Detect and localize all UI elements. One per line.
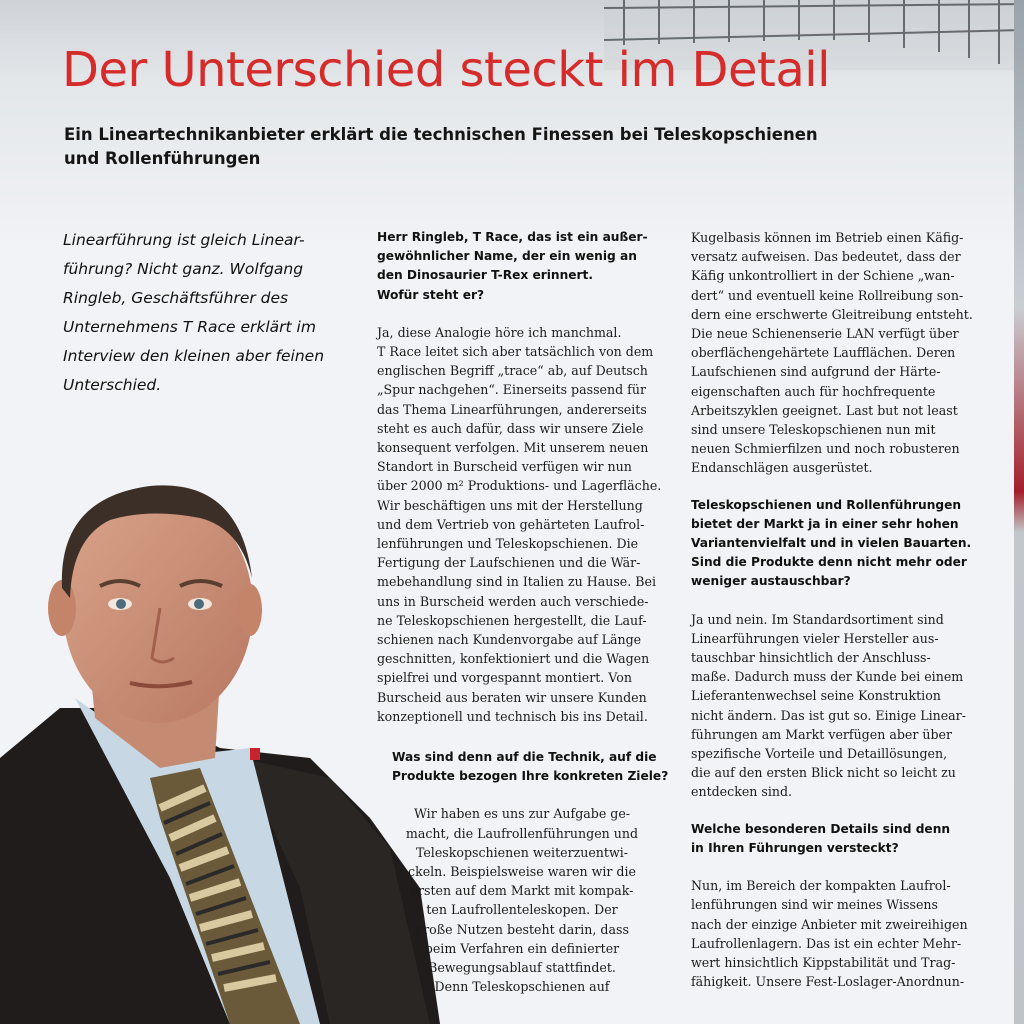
answer-line: Endanschlägen ausgerüstet. (691, 460, 873, 476)
question-line: bietet der Markt ja in einer sehr hohen (691, 516, 959, 531)
answer-line: Käfig unkontrolliert in der Schiene „wan- (691, 268, 955, 284)
answer-line: Wir haben es uns zur Aufgabe ge- (413, 806, 631, 822)
subheadline-line: Ein Lineartechnikanbieter erklärt die technischen Finessen bei Teleskopschienen (64, 125, 818, 144)
answer-line: „Spur nachgehen“. Einerseits passend für (377, 382, 646, 398)
intro-line: Unterschied. (63, 376, 162, 394)
answer-line: versatz aufweisen. Das bedeutet, dass der (691, 249, 961, 265)
answer-line: nicht ändern. Das ist gut so. Einige Linear- (691, 707, 966, 723)
column-1 (377, 228, 667, 726)
question-line: Welche besonderen Details sind denn (691, 821, 951, 836)
intro-line: Interview den kleinen aber feinen (63, 347, 325, 365)
question-line: gewöhnlicher Name, der ein wenig an (377, 249, 637, 264)
answer-line: konzeptionell und technisch bis ins Detail. (377, 708, 648, 724)
answer-line: Nun, im Bereich der kompakten Laufrol- (691, 878, 951, 894)
answer-line: die auf den ersten Blick nicht so leicht zu (691, 765, 956, 781)
answer-line: sind unsere Teleskopschienen nun mit (691, 422, 936, 438)
answer-line: mebehandlung sind in Italien zu Hause. Bei (377, 574, 656, 590)
answer-line: Die neue Schienenserie LAN verfügt über (691, 326, 959, 342)
intro-teaser (63, 226, 353, 400)
answer-line: Ja, diese Analogie höre ich manchmal. (377, 324, 622, 340)
answer-line: ckeln. Beispielsweise waren wir die (408, 864, 636, 880)
question-line: Herr Ringleb, T Race, das ist ein außer- (377, 230, 648, 244)
question-line: Wofür steht er? (377, 287, 485, 302)
answer-line: lenführungen sind wir meines Wissens (691, 897, 938, 913)
question-line: Produkte bezogen Ihre konkreten Ziele? (392, 769, 669, 784)
answer-line: beim Verfahren ein definierter (424, 940, 620, 956)
answer-line: Bewegungsablauf stattfindet. (428, 960, 616, 976)
intro-line: führung? Nicht ganz. Wolfgang (63, 260, 304, 278)
answer-line: dert“ und eventuell keine Rollreibung son- (691, 287, 964, 303)
answer-line: Linearführungen vieler Hersteller aus- (691, 630, 939, 646)
question-line: weniger austauschbar? (691, 574, 851, 589)
answer-line: T Race leitet sich aber tatsächlich von dem (377, 344, 654, 360)
answer-line: Denn Teleskopschienen auf (434, 979, 610, 995)
answer-line: Laufrollenlagern. Das ist ein echter Mehr- (691, 935, 962, 951)
column-1-continued (382, 748, 682, 996)
answer-line: große Nutzen besteht darin, dass (415, 921, 629, 937)
answer-line: nach der einzige Anbieter mit zweireihigen (691, 916, 968, 932)
answer-line: steht es auch dafür, dass wir unsere Ziele (377, 420, 644, 436)
question-line: Teleskopschienen und Rollenführungen (691, 497, 962, 512)
answer-line: ne Teleskopschienen hergestellt, die Lauf- (377, 612, 647, 628)
answer-line: eigenschaften auch für hochfrequente (691, 383, 936, 399)
answer-line: lenführungen und Teleskopschienen. Die (377, 536, 639, 552)
answer-line: konsequent verfolgen. Mit unserem neuen (377, 440, 649, 456)
question-line: Was sind denn auf die Technik, auf die (392, 750, 657, 764)
answer-line: und dem Vertrieb von gehärteten Laufrol- (377, 516, 645, 532)
answer-line: über 2000 m² Produktions- und Lagerfläche. (377, 478, 662, 494)
answer-line: uns in Burscheid werden auch verschiede- (377, 593, 649, 609)
answer-line: geschnitten, konfektioniert und die Wagen (377, 651, 650, 667)
column-2 (691, 228, 991, 991)
intro-line: Linearführung ist gleich Linear- (63, 231, 305, 249)
subheadline (64, 123, 844, 171)
answer-line: dern eine erschwerte Gleitreibung entsteht. (691, 306, 973, 322)
answer-line: Kugelbasis können im Betrieb einen Käfig- (691, 230, 964, 245)
question-line: den Dinosaurier T-Rex erinnert. (377, 268, 593, 283)
subheadline-line: und Rollenführungen (64, 149, 261, 168)
answer-line: Arbeitszyklen geeignet. Last but not least (691, 402, 958, 418)
answer-line: ersten auf dem Markt mit kompak- (410, 883, 634, 899)
answer-line: Standort in Burscheid verfügen wir nun (377, 459, 632, 475)
portrait-photo (0, 458, 440, 1024)
answer-line: spielfrei und vorgespannt montiert. Von (377, 670, 632, 686)
answer-line: schienen nach Kundenvorgabe auf Länge (377, 632, 642, 648)
answer-line: Laufschienen sind aufgrund der Härte- (691, 364, 941, 380)
headline: Der Unterschied steckt im Detail (62, 42, 830, 98)
answer-line: tauschbar hinsichtlich der Anschluss- (691, 650, 931, 666)
answer-line: fähigkeit. Unsere Fest-Loslager-Anordnun- (691, 974, 965, 990)
intro-line: Unternehmens T Race erklärt im (63, 318, 316, 336)
answer-line: Wir beschäftigen uns mit der Herstellung (377, 497, 643, 513)
answer-line: Ja und nein. Im Standardsortiment sind (691, 611, 944, 627)
answer-line: maße. Dadurch muss der Kunde bei einem (691, 669, 964, 685)
page-edge (1014, 0, 1024, 1024)
answer-line: spezifische Vorteile und Detaillösungen, (691, 746, 948, 762)
answer-line: wert hinsichtlich Kippstabilität und Trag- (691, 954, 956, 970)
answer-line: Burscheid aus beraten wir unsere Kunden (377, 689, 647, 705)
question-line: Sind die Produkte denn nicht mehr oder (691, 555, 967, 570)
answer-line: Teleskopschienen weiterzuentwi- (415, 844, 629, 860)
question-line: in Ihren Führungen versteckt? (691, 840, 899, 855)
answer-line: englischen Begriff „trace“ ab, auf Deutsch (377, 363, 648, 379)
answer-line: führungen am Markt verfügen aber über (691, 726, 953, 742)
answer-line: macht, die Laufrollenführungen und (405, 825, 639, 841)
answer-line: Lieferantenwechsel seine Konstruktion (691, 688, 941, 704)
answer-line: neuen Schmierfilzen und noch robusteren (691, 441, 960, 457)
answer-line: ten Laufrollenteleskopen. Der (426, 902, 618, 918)
answer-line: entdecken sind. (691, 784, 793, 800)
intro-line: Ringleb, Geschäftsführer des (63, 289, 289, 307)
answer-line: das Thema Linearführungen, andererseits (377, 401, 647, 417)
answer-line: oberflächengehärtete Laufflächen. Deren (691, 345, 956, 361)
question-line: Variantenvielfalt und in vielen Bauarten. (691, 536, 972, 551)
answer-line: Fertigung der Laufschienen und die Wär- (377, 555, 641, 571)
